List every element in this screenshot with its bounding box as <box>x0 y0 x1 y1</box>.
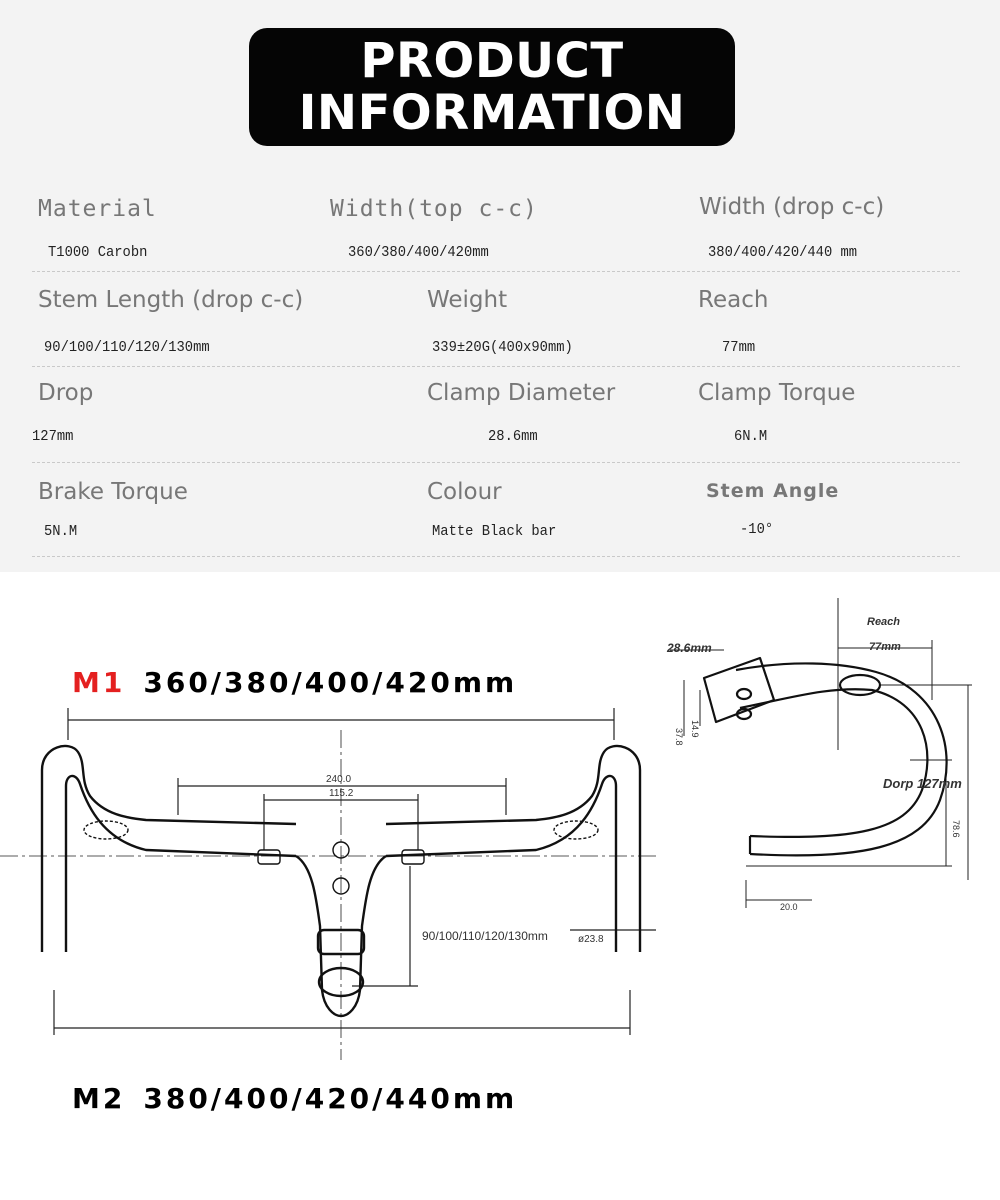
weight-value: 339±20G(400x90mm) <box>432 339 573 356</box>
reach-label: Reach <box>698 287 769 313</box>
brake-torque-label: Brake Torque <box>38 479 188 505</box>
stem-length-value: 90/100/110/120/130mm <box>44 339 210 356</box>
colour-value: Matte Black bar <box>432 523 557 540</box>
model-m2-prefix: M2 <box>72 1082 126 1115</box>
reach-dim-value: 77mm <box>869 641 901 653</box>
colour-label: Colour <box>427 479 502 505</box>
width-top-value: 360/380/400/420mm <box>348 244 489 261</box>
dim-14-text: 14.9 <box>690 720 700 738</box>
drop-dim-text: Dorp 127mm <box>883 776 962 791</box>
title-line-2: INFORMATION <box>298 85 686 141</box>
weight-label: Weight <box>427 287 508 313</box>
width-drop-label: Width (drop c-c) <box>699 194 885 220</box>
title-line-1: PRODUCT <box>360 33 624 89</box>
model-m1-prefix: M1 <box>72 666 126 699</box>
reach-value: 77mm <box>722 339 756 356</box>
reach-dim-label: Reach <box>867 616 901 628</box>
front-view-drawing <box>0 690 660 1070</box>
row-divider-4 <box>32 556 960 557</box>
dim-20-text: 20.0 <box>780 902 798 912</box>
drop-value: 127mm <box>32 428 74 445</box>
width-top-label: Width(top c-c) <box>330 196 538 222</box>
title-banner <box>249 28 735 146</box>
tube-diameter-text: ø23.8 <box>578 934 604 945</box>
dim-78-text: 78.6 <box>951 820 961 838</box>
clamp-torque-label: Clamp Torque <box>698 380 856 406</box>
row-divider-1 <box>32 271 960 272</box>
side-view-drawing <box>640 590 1000 930</box>
clamp-diameter-value: 28.6mm <box>488 428 538 445</box>
brake-torque-value: 5N.M <box>44 523 78 540</box>
row-divider-2 <box>32 366 960 367</box>
side-bar-outline <box>704 658 947 855</box>
model-m2-label <box>72 1082 517 1115</box>
stem-lengths-dim-text: 90/100/110/120/130mm <box>422 929 548 943</box>
material-label: Material <box>38 196 157 222</box>
model-m2-sizes: 380/400/420/440mm <box>143 1082 518 1115</box>
stem-angle-value: -10° <box>740 521 774 538</box>
drop-label: Drop <box>38 380 94 406</box>
dim-240-text: 240.0 <box>326 774 352 785</box>
stem-length-label: Stem Length (drop c-c) <box>38 287 304 313</box>
spec-section <box>0 0 1000 572</box>
model-m1-sizes: 360/380/400/420mm <box>143 666 518 699</box>
row-divider-3 <box>32 462 960 463</box>
dim-37-text: 37.8 <box>674 728 684 746</box>
clamp-diameter-dim-text: 28.6mm <box>667 641 712 655</box>
stem-angle-label: Stem Angle <box>706 480 840 502</box>
clamp-diameter-label: Clamp Diameter <box>427 380 616 406</box>
material-value: T1000 Carobn <box>48 244 148 261</box>
dim-115-text: 115.2 <box>329 788 354 799</box>
width-drop-value: 380/400/420/440 mm <box>708 244 858 261</box>
clamp-torque-value: 6N.M <box>734 428 768 445</box>
